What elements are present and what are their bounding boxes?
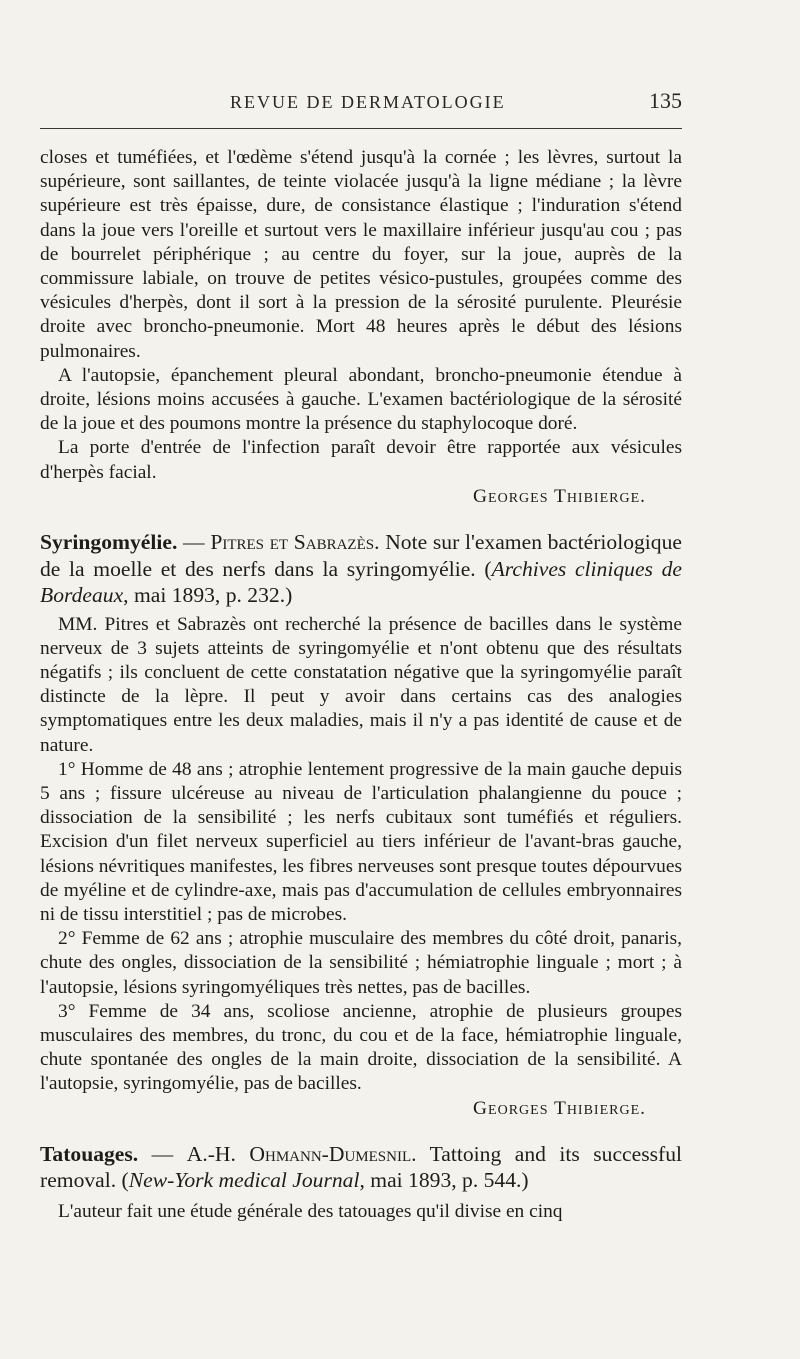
entry1-paragraph-1: MM. Pitres et Sabrazès ont recherché la présence de bacilles dans le système nerveux de 3 sujets atteints de syringomyélie et n'ont obtenu que des résultats négatifs ; ils concluent de cette constatation négative que la syringomyélie paraît distincte de la lèpre. Il peut y avoir dans certains cas des analogies symptomatiques entre les deux maladies, mais il n'y a pas identité de cause et de nature. xyxy=(40,613,682,756)
entry-keyword: Syringomyélie. xyxy=(40,530,178,555)
continuation-paragraph-1: closes et tuméfiées, et l'œdème s'étend jusqu'à la cornée ; les lèvres, surtout la supérieure, sont saillantes, de teinte violacée jusqu'à la ligne médiane ; la lèvre supérieure est très épaisse, dure, de consistance élastique ; l'induration s'étend dans la joue vers l'oreille et surtout vers le maxillaire inférieur jusqu'au cou ; pas de bourrelet périphérique ; au centre du foyer, sur la joue, auprès de la commissure labiale, on trouve de petites vésico-pustules, groupées comme des vésicules d'herpès, dont il sort à la pression de la sérosité purulente. Pleurésie droite avec broncho-pneumonie. Mort 48 heures après le début des lésions pulmonaires. xyxy=(40,147,682,362)
running-title: REVUE DE DERMATOLOGIE xyxy=(230,92,506,112)
entry-title: Note sur l'examen bactériologique de la moelle et des nerfs dans la syringomyélie. ( xyxy=(40,530,682,581)
signature-2: Georges Thibierge. xyxy=(473,1097,646,1119)
page-number: 135 xyxy=(649,88,682,113)
entry-journal: Archives cliniques de Bordeaux xyxy=(40,556,682,608)
entry-authors: Pitres et Sabrazès. xyxy=(210,530,380,555)
entry-citation: , mai 1893, p. 544.) xyxy=(359,1168,529,1193)
entry-heading-syringomyelie xyxy=(40,529,682,609)
page-header xyxy=(40,88,682,118)
entry-dash: — xyxy=(177,530,211,555)
entry-citation: , mai 1893, p. 232.) xyxy=(123,583,293,608)
signature-1: Georges Thibierge. xyxy=(473,485,646,507)
entry-keyword: Tatouages. xyxy=(40,1141,139,1166)
entry1-paragraph-2: 1° Homme de 48 ans ; atrophie lentement progressive de la main gauche depuis 5 ans ; fissure ulcéreuse au niveau de l'articulation phalangienne du pouce ; dissociation de la sensibilité ; les nerfs cubitaux sont tuméfiés et réguliers. Excision d'un filet nerveux superficiel au tiers inférieur de l'avant-bras gauche, lésions névritiques manifestes, les fibres nerveuses sont presque toutes dépourvues de myéline et de cylindre-axe, mais pas d'accumulation de cellules embryonnaires ni de tissu interstitiel ; pas de microbes. xyxy=(40,758,682,925)
entry-heading-tatouages xyxy=(40,1141,682,1194)
entry-dash: — xyxy=(138,1141,187,1166)
continuation-paragraph-3: La porte d'entrée de l'infection paraît devoir être rapportée aux vésicules d'herpès facial. xyxy=(40,437,682,483)
entry2-paragraph-1: L'auteur fait une étude générale des tatouages qu'il divise en cinq xyxy=(58,1200,563,1222)
header-rule xyxy=(40,128,682,129)
continuation-paragraph-2: A l'autopsie, épanchement pleural abondant, broncho-pneumonie étendue à droite, lésions moins accusées à gauche. L'examen bactériologique de la sérosité de la joue et des poumons montre la présence du staphylocoque doré. xyxy=(40,364,682,435)
entry-authors: A.-H. Ohmann-Dumesnil. xyxy=(186,1141,417,1166)
entry-title: Tattoing and its successful removal. ( xyxy=(40,1141,683,1193)
entry1-paragraph-3: 2° Femme de 62 ans ; atrophie musculaire des membres du côté droit, panaris, chute des ongles, dissociation de la sensibilité ; hémiatrophie linguale ; mort ; à l'autopsie, lésions syringomyéliques très nettes, pas de bacilles. xyxy=(40,928,682,998)
entry-journal: New-York medical Journal xyxy=(128,1168,360,1193)
entry1-paragraph-4: 3° Femme de 34 ans, scoliose ancienne, atrophie de plusieurs groupes musculaires des membres, du tronc, du cou et de la face, hémiatrophie linguale, chute spontanée des ongles de la main droite, dissociation de la sensibilité. A l'autopsie, syringomyélie, pas de bacilles. xyxy=(40,1000,682,1095)
body-text xyxy=(40,146,682,1224)
